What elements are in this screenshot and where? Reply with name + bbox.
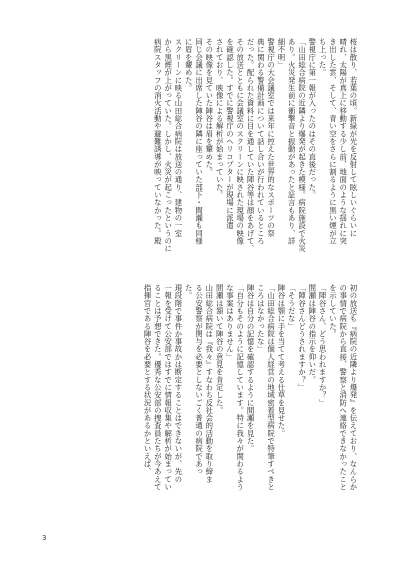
text-column: き出した雲、そして、青い空をさらに割るように黒い煙が立 [328,38,338,245]
text-column: 山田総合病院は『我々』すなわち反社会的活動を取り締ま [204,284,214,483]
text-column: ころはなかったな」 [256,284,266,353]
text-column: 病院スタッフの消火活動や避難誘導が映っていなかった。殿 [153,38,163,245]
text-column: 「そうだな」 [287,284,297,330]
text-column: 細不明」 [276,38,286,69]
lower-text-block [42,284,358,508]
text-column: その放送とともに会議室のスクリーンに映された現場の映像 [235,38,245,245]
text-column: の事情で病院から直接、警察と消防へ連絡できなかったこと [338,284,348,491]
text-column: 「山田総合病院は個人経営の地域密着型病院で特筆すべきと [266,284,276,491]
text-column: 「山田総合病院の近隣より爆発が起きた模様。病院施設で火災 [297,38,307,253]
text-column: を示していた。 [328,284,338,338]
text-column: 一報を受けて公安部ではすでに情報収集や解析が始まってい [163,284,173,491]
text-column: 同じ会議に出席した陣谷の隣に座っていた部下・間瀬も同様 [194,38,204,245]
text-column: 陣谷は顎に手を当てて考える仕草を見せた。 [276,284,286,437]
text-column: 指揮官である陣谷を必要とする状況があるかといえば、 [143,284,153,476]
text-column: 「自分もそのように記憶しています。特に我々が関わるよう [235,284,245,491]
text-column: あり。火災発生前に衝撃音と振動があったと証言もあり、詳 [287,38,297,245]
text-column: 陣谷は自分の記憶を確認するように間瀬を見た。 [246,284,256,453]
text-column: 桜は散り、若葉の頃。新緑が光を反射して眩しいぐらいに [349,38,358,237]
text-column: 「陣谷さん、どう思われますか？」 [318,284,328,407]
page-number: 3 [42,534,47,542]
text-column: スクリーンに映る山田総合病院は放送の通り、建物の一室 [173,38,183,237]
text-column: 初の放送も『病院の近隣より爆発』を伝えており、なんらか [349,284,358,491]
text-column: その映像を見ていた陣谷は眉を顰めた。 [204,38,214,176]
text-column: 典に関わる警備計画について話し合いが行われているところ [256,38,266,245]
text-column: な事案はありません」 [225,284,235,361]
text-column: だった。配られた資料に目を通していた陣谷等は顔をあげて、 [246,38,256,253]
text-column: に眉を顰めた。 [184,38,194,92]
text-column: 間瀬は陣谷の指示を仰いだ。 [307,284,317,384]
text-column: 現段階で事件か事故かは断定することはできないが、先の [173,284,183,483]
text-column: から黒煙が上がっていた。しかし、火災が起こったというのに [163,38,173,253]
text-column: を確認した。すでに警視庁のヘリコプターが現場に派遣 [225,38,235,230]
text-column: 「陣谷さんどうされますか？」 [297,284,307,392]
text-column: ち上った。 [318,38,328,77]
text-column: 晴れ、太陽が真上に移動する少し前、地面のような揺れに突 [338,38,348,245]
text-column: ることは予想できた。優秀な公安部の捜査員たちが今あえて [153,284,163,491]
text-column: されており、映像による解析が始まっていた。 [215,38,225,199]
text-column: 間瀬は頷いて陣谷の意見を肯定した。 [215,284,225,415]
text-column: 警視庁の大会議室では来年に控えた世界的なスポーツの祭 [266,38,276,237]
upper-text-block [42,38,358,262]
text-column: 警視庁に第一報が入ったのはその直後だった。 [307,38,317,199]
text-column: る公安警察が関与を必要としないごく普通の病院であっ [194,284,204,476]
text-column: た。 [184,284,194,300]
